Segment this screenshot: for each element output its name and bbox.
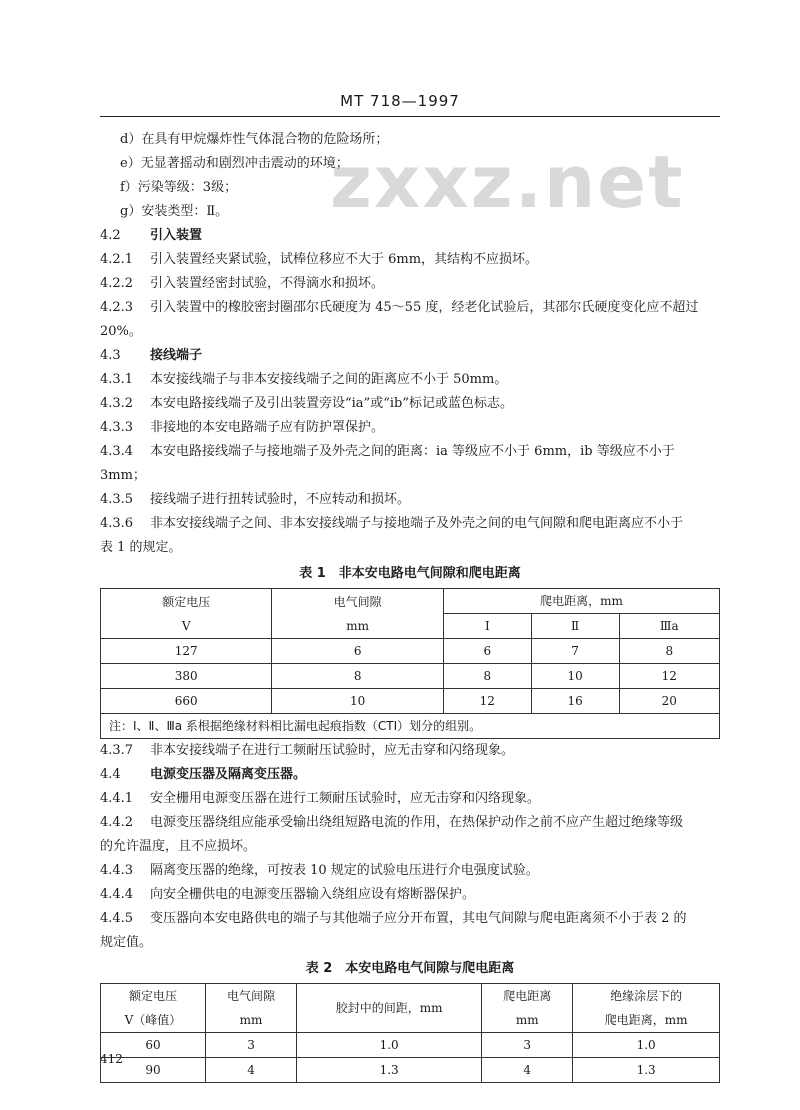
table-cell: 60 <box>101 1033 206 1058</box>
clause-number: 4.2.2 <box>100 276 134 291</box>
table-cell: 12 <box>619 664 719 689</box>
clause-continuation: 表 1 的规定。 <box>100 540 182 555</box>
clause <box>100 296 720 320</box>
section-number: 4.3 <box>100 348 121 363</box>
table-header-cell: 额定电压 V（峰值） <box>101 984 206 1033</box>
clause <box>100 859 720 883</box>
table-cell: 1.0 <box>297 1033 482 1058</box>
clause <box>100 440 720 464</box>
clause-number: 4.3.6 <box>100 516 134 531</box>
table-header-cell: 额定电压 V <box>101 589 272 639</box>
section-title: 引入装置 <box>150 228 203 243</box>
page-header: MT 718—1997 <box>340 92 460 110</box>
clause-text: 引入装置经密封试验，不得滴水和损坏。 <box>150 276 385 291</box>
section-number: 4.4 <box>100 767 121 782</box>
clause-number: 4.3.4 <box>100 444 134 459</box>
clause <box>100 272 720 296</box>
table-row <box>101 639 720 664</box>
clause-text: 非本安接线端子在进行工频耐压试验时，应无击穿和闪络现象。 <box>150 743 515 758</box>
table-cell: 12 <box>443 689 531 714</box>
section-heading <box>100 224 720 248</box>
clause-continuation: 20%。 <box>100 324 142 339</box>
clause-text: 引入装置经夹紧试验，试棒位移应不大于 6mm，其结构不应损坏。 <box>150 252 539 267</box>
table-cell: 7 <box>531 639 619 664</box>
clause-number: 4.4.5 <box>100 911 134 926</box>
table-header-cell: 爬电距离 mm <box>482 984 573 1033</box>
clause-number: 4.3.7 <box>100 743 134 758</box>
table-cell: 1.0 <box>573 1033 720 1058</box>
clause-number: 4.3.1 <box>100 372 134 387</box>
clause-text: 非本安接线端子之间、非本安接线端子与接地端子及外壳之间的电气间隙和爬电距离应不小于 <box>150 516 684 531</box>
section-title: 接线端子 <box>150 348 203 363</box>
clause <box>100 811 720 835</box>
header-rule <box>100 116 720 117</box>
clause-number: 4.3.5 <box>100 492 134 507</box>
clause <box>100 883 720 907</box>
table-cell: 8 <box>619 639 719 664</box>
clause-number: 4.2.1 <box>100 252 134 267</box>
clause-text: 隔离变压器的绝缘，可按表 10 规定的试验电压进行介电强度试验。 <box>150 863 539 878</box>
clause-continuation: 的允许温度，且不应损坏。 <box>100 839 257 854</box>
table-cell: 20 <box>619 689 719 714</box>
table-2 <box>100 983 720 1083</box>
table-header-cell: 爬电距离，mm <box>443 589 719 614</box>
table-cell: 16 <box>531 689 619 714</box>
table-caption: 表 1 非本安电路电气间隙和爬电距离 <box>299 566 521 581</box>
clause-text: 本安电路接线端子及引出装置旁设“ia”或“ib”标记或蓝色标志。 <box>150 396 513 411</box>
clause-text: 电源变压器绕组应能承受输出绕组短路电流的作用，在热保护动作之前不应产生超过绝缘等级 <box>150 815 684 830</box>
clause-text: 非接地的本安电路端子应有防护罩保护。 <box>150 420 385 435</box>
table-cell: 10 <box>272 689 443 714</box>
clause-continuation: 规定值。 <box>100 935 153 950</box>
clause <box>100 787 720 811</box>
clause <box>100 248 720 272</box>
table-row <box>101 1033 720 1058</box>
clause-text: 接线端子进行扭转试验时，不应转动和损坏。 <box>150 492 411 507</box>
table-row <box>101 664 720 689</box>
clause <box>100 512 720 536</box>
clause-text: 本安接线端子与非本安接线端子之间的距离应不小于 50mm。 <box>150 372 508 387</box>
table-cell: 3 <box>205 1033 296 1058</box>
list-item: g）安装类型：Ⅱ。 <box>120 204 229 219</box>
clause-number: 4.4.3 <box>100 863 134 878</box>
table-cell: 127 <box>101 639 272 664</box>
table-cell: 1.3 <box>297 1058 482 1083</box>
clause-text: 向安全栅供电的电源变压器输入绕组应设有熔断器保护。 <box>150 887 476 902</box>
table-row <box>101 689 720 714</box>
table-header-cell: Ⅰ <box>443 614 531 639</box>
page-number: 412 <box>100 1052 123 1066</box>
table-header-cell: 电气间隙 mm <box>272 589 443 639</box>
table-cell: 4 <box>205 1058 296 1083</box>
clause-text: 安全栅用电源变压器在进行工频耐压试验时，应无击穿和闪络现象。 <box>150 791 541 806</box>
section-title: 电源变压器及隔离变压器。 <box>150 767 307 782</box>
clause <box>100 907 720 931</box>
table-header-cell: Ⅲa <box>619 614 719 639</box>
table-cell: 8 <box>272 664 443 689</box>
watermark: zxxz.net <box>330 140 685 224</box>
table-cell: 90 <box>101 1058 206 1083</box>
table-header-cell: 绝缘涂层下的 爬电距离，mm <box>573 984 720 1033</box>
list-item: f）污染等级：3级； <box>120 180 238 195</box>
clause-text: 本安电路接线端子与接地端子及外壳之间的距离：ia 等级应不小于 6mm，ib 等级应不小于 <box>150 444 675 459</box>
clause-text: 变压器向本安电路供电的端子与其他端子应分开布置，其电气间隙与爬电距离须不小于表 2 的 <box>150 911 687 926</box>
table-note: 注：Ⅰ、Ⅱ、Ⅲa 系根据绝缘材料相比漏电起痕指数（CTI）划分的组别。 <box>101 714 720 739</box>
clause <box>100 392 720 416</box>
clause-number: 4.3.2 <box>100 396 134 411</box>
clause-number: 4.4.2 <box>100 815 134 830</box>
table-cell: 6 <box>443 639 531 664</box>
clause-text: 引入装置中的橡胶密封圈邵尔氏硬度为 45～55 度，经老化试验后，其邵尔氏硬度变化应不超过 <box>150 300 699 315</box>
section-number: 4.2 <box>100 228 121 243</box>
table-cell: 660 <box>101 689 272 714</box>
table-cell: 8 <box>443 664 531 689</box>
main-content <box>100 128 720 1083</box>
table-1 <box>100 588 720 739</box>
table-cell: 1.3 <box>573 1058 720 1083</box>
clause-continuation: 3mm； <box>100 468 146 483</box>
clause <box>100 488 720 512</box>
clause-number: 4.2.3 <box>100 300 134 315</box>
section-heading <box>100 344 720 368</box>
list-item: d）在具有甲烷爆炸性气体混合物的危险场所； <box>120 132 389 147</box>
table-cell: 10 <box>531 664 619 689</box>
clause-number: 4.4.4 <box>100 887 134 902</box>
table-cell: 4 <box>482 1058 573 1083</box>
clause <box>100 739 720 763</box>
table-caption: 表 2 本安电路电气间隙与爬电距离 <box>305 961 515 976</box>
table-row <box>101 1058 720 1083</box>
table-header-cell: 胶封中的间距，mm <box>297 984 482 1033</box>
clause-number: 4.3.3 <box>100 420 134 435</box>
table-header-cell: 电气间隙 mm <box>205 984 296 1033</box>
table-cell: 3 <box>482 1033 573 1058</box>
table-cell: 380 <box>101 664 272 689</box>
table-cell: 6 <box>272 639 443 664</box>
table-header-cell: Ⅱ <box>531 614 619 639</box>
clause <box>100 368 720 392</box>
clause-number: 4.4.1 <box>100 791 134 806</box>
clause <box>100 416 720 440</box>
section-heading <box>100 763 720 787</box>
list-item: e）无显著摇动和剧烈冲击震动的环境； <box>120 156 349 171</box>
